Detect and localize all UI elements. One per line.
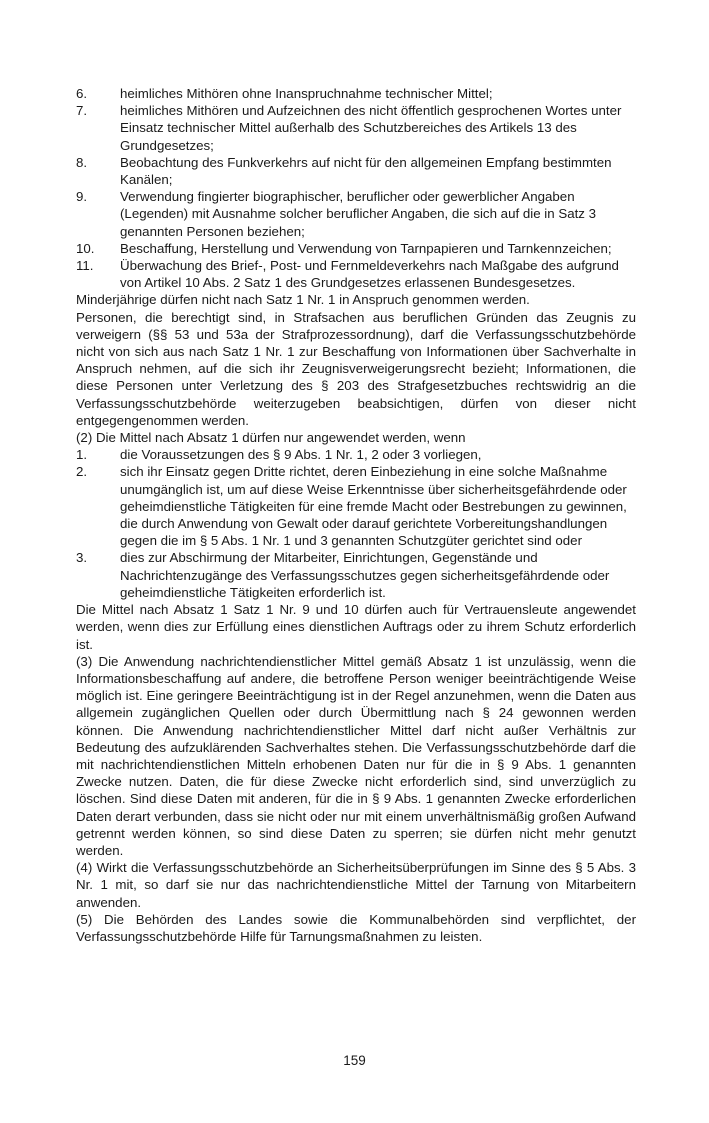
list-item xyxy=(76,188,636,240)
paragraph-informants: Die Mittel nach Absatz 1 Satz 1 Nr. 9 und 10 dürfen auch für Vertrauensleute angewendet werden, wenn dies zur Erfüllung eines dienstlichen Auftrags oder zu ihrem Schutz erforderlich ist. xyxy=(76,602,636,652)
list-item-number: 2. xyxy=(76,464,88,480)
list-item xyxy=(76,240,636,257)
list-item-text: die Voraussetzungen des § 9 Abs. 1 Nr. 1, 2 oder 3 vorliegen, xyxy=(120,447,482,463)
list-item xyxy=(76,463,636,549)
list-item xyxy=(76,154,636,188)
paragraph-section-3: (3) Die Anwendung nachrichtendienstlicher Mittel gemäß Absatz 1 ist unzulässig, wenn die Informationsbeschaffung auf andere, die betroffene Person weniger beeinträchtigende Weise möglich ist. Eine geringere Beeinträchtigung ist in der Regel anzunehmen, wenn die Daten aus allgemein zugänglichen Quellen oder durch Übermittlung nach § 24 gewonnen werden können. Die Anwendung nachrichtendienstlicher Mittel darf nicht außer Verhältnis zur Bedeutung des aufzuklärenden Sachverhaltes stehen. Die Verfassungsschutzbehörde darf die mit nachrichtendienstlichen Mitteln erhobenen Daten nur für die in § 9 Abs. 1 genannten Zwecke nutzen. Daten, die für diese Zwecke nicht erforderlich sind, sind unverzüglich zu löschen. Sind diese Daten mit anderen, für die in § 9 Abs. 1 genannten Zwecke erforderlichen Daten derart verbunden, dass sie nicht oder nur mit einem unverhältnismäßig großen Aufwand getrennt werden können, so sind diese Daten zu sperren; sie dürfen nicht mehr genutzt werden. xyxy=(76,653,636,858)
numbered-list-means xyxy=(76,85,636,291)
paragraph-section-2: (2) Die Mittel nach Absatz 1 dürfen nur angewendet werden, wenn xyxy=(76,430,466,446)
list-item-number: 7. xyxy=(76,103,88,119)
list-item xyxy=(76,257,636,291)
document-page xyxy=(76,85,636,945)
list-item-text: dies zur Abschirmung der Mitarbeiter, Einrichtungen, Gegenstände und Nachrichtenzugänge des Verfassungsschutzes gegen sicherheitsgefährdende oder geheimdienstliche Tätigkeiten erforderlich ist. xyxy=(120,550,610,600)
page-number: 159 xyxy=(343,1053,366,1068)
list-item-text: heimliches Mithören ohne Inanspruchnahme technischer Mittel; xyxy=(120,86,493,101)
list-item xyxy=(76,85,636,102)
list-item-number: 8. xyxy=(76,154,88,170)
list-item xyxy=(76,549,636,601)
paragraph-professional-secrecy: Personen, die berechtigt sind, in Strafsachen aus beruflichen Gründen das Zeugnis zu verweigern (§§ 53 und 53a der Strafprozessordnung), darf die Verfassungsschutzbehörde nicht von sich aus nach Satz 1 Nr. 1 zur Beschaffung von Informationen über Sachverhalte in Anspruch nehmen, auf die sich ihr Zeugnisverweigerungsrecht bezieht; Informationen, die diese Personen unter Verletzung des § 203 des Strafgesetzbuches rechtswidrig an die Verfassungsschutzbehörde weiterzugeben beabsichtigen, dürfen von dieser nicht entgegengenommen werden. xyxy=(76,309,636,428)
numbered-list-conditions xyxy=(76,446,636,601)
list-item xyxy=(76,446,636,463)
list-item-number: 10. xyxy=(76,240,95,256)
list-item-number: 6. xyxy=(76,86,88,101)
list-item-text: Überwachung des Brief-, Post- und Fernmeldeverkehrs nach Maßgabe des aufgrund von Artikel 10 Abs. 2 Satz 1 des Grundgesetzes erlassenen Bundesgesetzes. xyxy=(120,258,619,291)
list-item-text: Beobachtung des Funkverkehrs auf nicht für den allgemeinen Empfang bestimmten Kanälen; xyxy=(120,154,612,188)
list-item-number: 3. xyxy=(76,550,88,566)
list-item-number: 9. xyxy=(76,189,88,205)
paragraph-minors: Minderjährige dürfen nicht nach Satz 1 Nr. 1 in Anspruch genommen werden. xyxy=(76,292,530,308)
list-item xyxy=(76,102,636,154)
list-item-text: Verwendung fingierter biographischer, beruflicher oder gewerblicher Angaben (Legenden) mit Ausnahme solcher beruflicher Angaben, die sich auf die in Satz 3 genannten Personen beziehen; xyxy=(120,189,597,239)
list-item-text: heimliches Mithören und Aufzeichnen des nicht öffentlich gesprochenen Wortes unter Einsatz technischer Mittel außerhalb des Schutzbereiches des Artikels 13 des Grundgesetzes; xyxy=(120,103,622,153)
list-item-text: Beschaffung, Herstellung und Verwendung von Tarnpapieren und Tarnkennzeichen; xyxy=(120,240,612,256)
list-item-number: 11. xyxy=(76,258,94,274)
list-item-text: sich ihr Einsatz gegen Dritte richtet, deren Einbeziehung in eine solche Maßnahme unumgänglich ist, um auf diese Weise Erkenntnisse über sicherheitsgefährdende oder geheimdienstliche Tätigkeiten für eine fremde Macht oder Bestrebungen zu gewinnen, die durch Anwendung von Gewalt oder darauf gerichtete Vorbereitungshandlungen gegen die im § 5 Abs. 1 Nr. 1 und 3 genannten Schutzgüter gerichtet sind oder xyxy=(120,464,627,549)
list-item-number: 1. xyxy=(76,447,88,463)
paragraph-section-4: (4) Wirkt die Verfassungsschutzbehörde an Sicherheitsüberprüfungen im Sinne des § 5 Abs. 3 Nr. 1 mit, so darf sie nur das nachrichtendienstliche Mittel der Tarnung von Mitarbeitern anwenden. xyxy=(76,860,636,910)
paragraph-section-5: (5) Die Behörden des Landes sowie die Kommunalbehörden sind verpflichtet, der Verfassungsschutzbehörde Hilfe für Tarnungsmaßnahmen zu leisten. xyxy=(76,911,636,944)
